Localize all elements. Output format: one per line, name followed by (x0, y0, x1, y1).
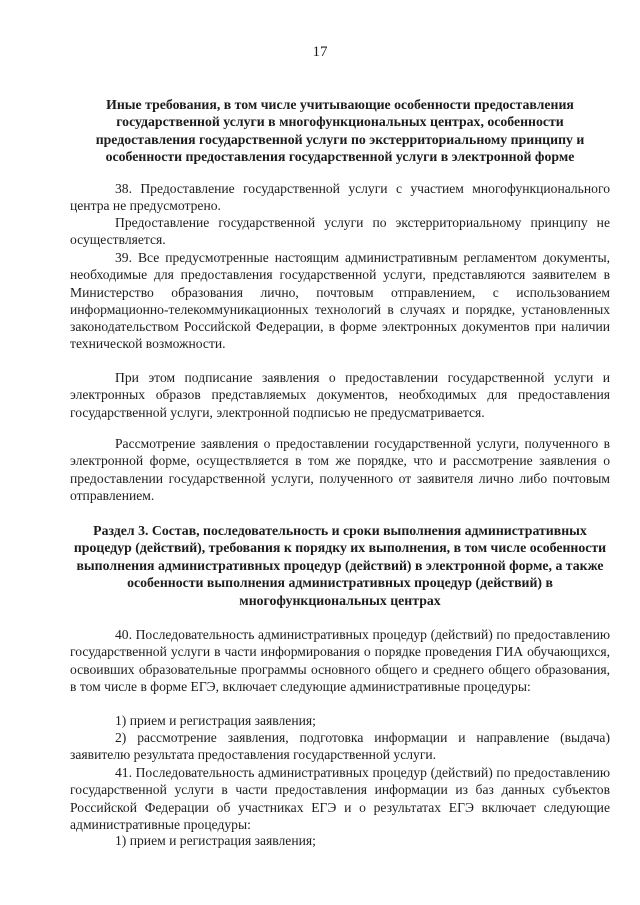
list-item-40-1: 1) прием и регистрация заявления; (115, 713, 316, 728)
paragraph-40: 40. Последовательность административных процедур (действий) по предоставлению государственной услуги в части информирования о порядке проведения ГИА обучающихся, освоивших образовательные программы основного общего и среднего общего образования, в том числе в форме ЕГЭ, включает следующие административные процедуры: (70, 627, 610, 694)
paragraph-41: 41. Последовательность административных процедур (действий) по предоставлению государственной услуги в части предоставления информации из баз данных субъектов Российской Федерации об участниках ЕГЭ и о результатах ЕГЭ включает следующие административные процедуры: (70, 765, 610, 832)
paragraph-38: 38. Предоставление государственной услуги с участием многофункционального центра не предусмотрено. (70, 181, 610, 214)
paragraph-extraterritorial: Предоставление государственной услуги по экстерриториальному принципу не осуществляется. (70, 215, 610, 248)
list-item-40-2: 2) рассмотрение заявления, подготовка информации и направление (выдача) заявителю результата предоставления государственной услуги. (70, 730, 610, 763)
paragraph-electronic-review: Рассмотрение заявления о предоставлении государственной услуги, полученного в электронной форме, осуществляется в том же порядке, что и рассмотрение заявления о предоставлении государственной услуги, полученного от заявителя лично либо почтовым отправлением. (70, 436, 610, 503)
paragraph-39: 39. Все предусмотренные настоящим административным регламентом документы, необходимые для предоставления государственной услуги, представляются заявителем в Министерство образования лично, почтовым отправлением, с использованием информационно-телекоммуникационных технологий в случаях и порядке, установленных законодательством Российской Федерации, в форме электронных документов при наличии технической возможности. (70, 250, 610, 352)
section-heading-part-3: Раздел 3. Состав, последовательность и сроки выполнения административных процедур (действий), требования к порядку их выполнения, в том числе особенности выполнения административных процедур (действий) в электронной форме, а также особенности выполнения административных процедур (действий) в многофункциональных центрах (73, 523, 607, 608)
list-item-41-1: 1) прием и регистрация заявления; (115, 833, 316, 848)
section-heading-requirements: Иные требования, в том числе учитывающие особенности предоставления государственной услуги в многофункциональных центрах, особенности предоставления государственной услуги по экстерриториальному принципу и особенности предоставления государственной услуги в электронной форме (95, 97, 585, 165)
paragraph-signature: При этом подписание заявления о предоставлении государственной услуги и электронных образов представляемых документов, необходимых для предоставления государственной услуги, электронной подписью не предусматривается. (70, 370, 610, 420)
page-number: 17 (312, 44, 328, 60)
